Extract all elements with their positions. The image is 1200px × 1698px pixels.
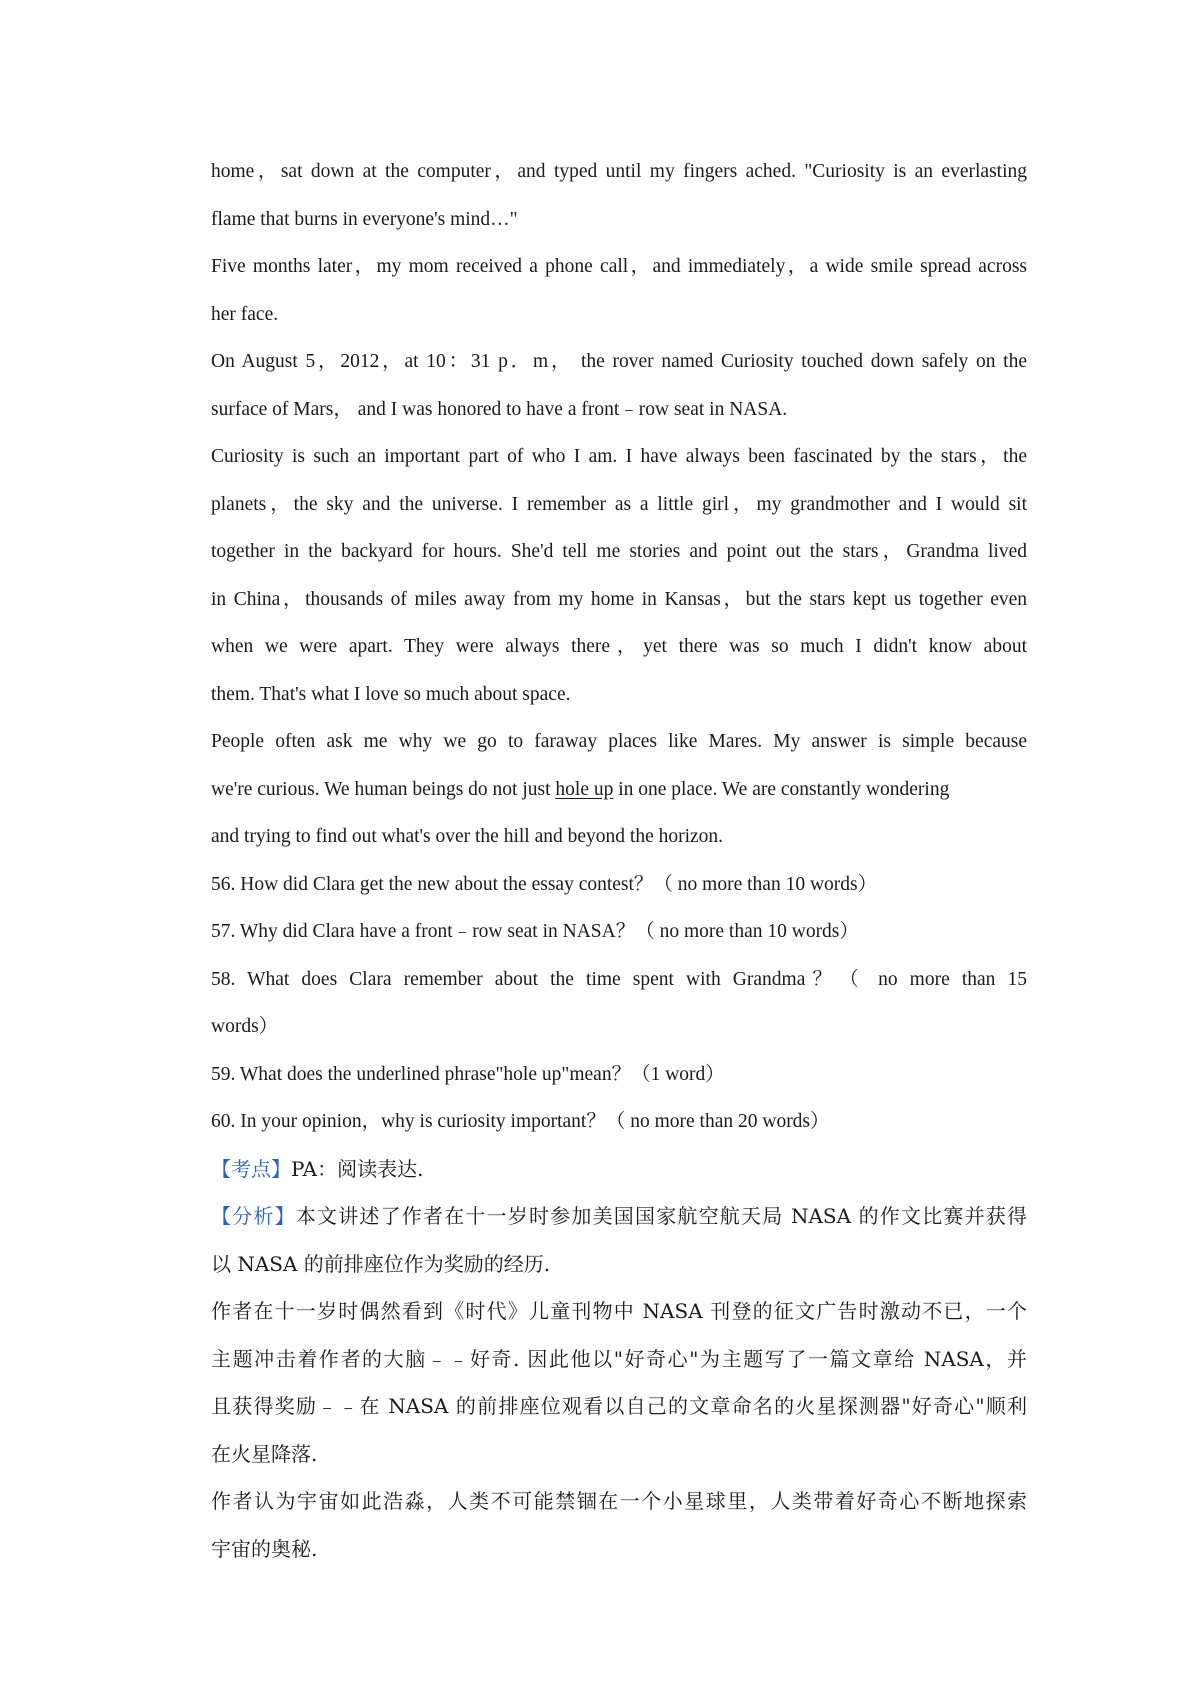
passage-line: in China，thousands of miles away from my home in Kansas，but the stars kept us together even <box>211 588 1027 610</box>
passage-line: flame that burns in everyone's mind…" <box>211 208 518 230</box>
passage-line: them. That's what I love so much about space. <box>211 683 571 705</box>
analysis-line: 以 NASA 的前排座位作为奖励的经历. <box>211 1251 551 1276</box>
analysis-line: 作者认为宇宙如此浩淼，人类不可能禁锢在一个小星球里，人类带着好奇心不断地探索 <box>211 1489 1027 1513</box>
passage-line: On August 5，2012，at 10：31 p．m， the rover named Curiosity touched down safely on the <box>211 351 1027 372</box>
underline-line-before: we're curious. We human beings do not just <box>211 778 556 800</box>
analysis-line: 主题冲击着作者的大脑﹣﹣好奇. 因此他以"好奇心"为主题写了一篇文章给 NASA，并 <box>211 1346 1027 1371</box>
passage-line: Curiosity is such an important part of who I am. I have always been fascinated by the stars，the <box>211 446 1027 467</box>
analysis-line: 宇宙的奥秘. <box>211 1536 318 1561</box>
passage-line: her face. <box>211 303 279 325</box>
passage-line-with-underline <box>211 766 1027 814</box>
passage-line: home，sat down at the computer，and typed until my fingers ached. "Curiosity is an everlasting <box>211 161 1027 182</box>
analysis-line: 作者在十一岁时偶然看到《时代》儿童刊物中 NASA 刊登的征文广告时激动不已，一个 <box>211 1299 1027 1323</box>
passage-line: Five months later，my mom received a phone call，and immediately，a wide smile spread across <box>211 256 1027 277</box>
analysis-line: 在火星降落. <box>211 1441 318 1466</box>
kaodian-text: PA：阅读表达. <box>291 1156 424 1181</box>
passage-line: and trying to find out what's over the hill and beyond the horizon. <box>211 826 724 847</box>
question-58: 58. What does Clara remember about the time spent with Grandma？（ no more than 15 <box>211 968 1027 990</box>
analysis-line: 且获得奖励﹣﹣在 NASA 的前排座位观看以自己的文章命名的火星探测器"好奇心"顺利 <box>211 1394 1027 1418</box>
passage-line: People often ask me why we go to faraway places like Mares. My answer is simple because <box>211 731 1027 752</box>
question-60: 60. In your opinion，why is curiosity important？（ no more than 20 words） <box>211 1111 830 1132</box>
fenxi-line <box>211 1193 1027 1241</box>
passage-line: when we were apart. They were always there，yet there was so much I didn't know about <box>211 636 1027 657</box>
kaodian-line <box>211 1146 1027 1194</box>
question-58-continued: words） <box>211 1016 279 1037</box>
fenxi-label: 【分析】 <box>211 1204 296 1228</box>
passage-line: together in the backyard for hours. She'd tell me stories and point out the stars，Grandma lived <box>211 541 1027 562</box>
underline-line-after: in one place. We are constantly wondering <box>613 778 950 800</box>
question-56: 56. How did Clara get the new about the essay contest？（ no more than 10 words） <box>211 873 878 895</box>
passage-line: surface of Mars， and I was honored to have a front﹣row seat in NASA. <box>211 398 788 420</box>
question-57: 57. Why did Clara have a front﹣row seat in NASA？（ no more than 10 words） <box>211 921 859 942</box>
kaodian-label: 【考点】 <box>211 1156 291 1181</box>
question-59: 59. What does the underlined phrase"hole up"mean？（1 word） <box>211 1063 725 1085</box>
underlined-phrase: hole up <box>555 778 614 800</box>
document-content <box>211 148 1027 1573</box>
passage-line: planets，the sky and the universe. I remember as a little girl，my grandmother and I would sit <box>211 493 1027 515</box>
fenxi-text: 本文讲述了作者在十一岁时参加美国国家航空航天局 NASA 的作文比赛并获得 <box>295 1204 1028 1228</box>
